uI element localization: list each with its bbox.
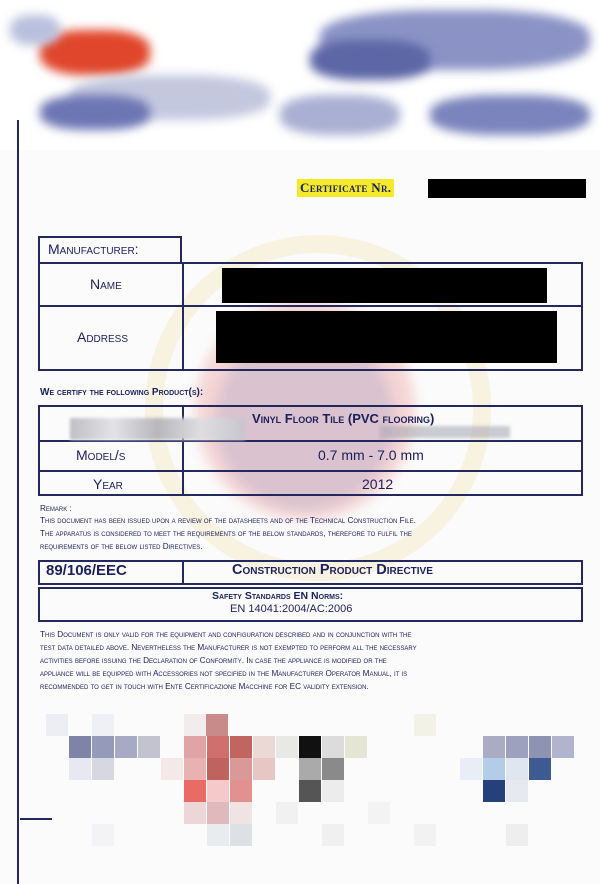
name-redaction bbox=[222, 268, 547, 303]
address-redaction bbox=[216, 311, 557, 363]
validity-line-5: recommended to get in touch with Ente Certificazione Macchine for EC validity extension. bbox=[40, 682, 369, 691]
model-value: 0.7 mm - 7.0 mm bbox=[318, 447, 424, 463]
footer-tick bbox=[20, 818, 52, 820]
validity-line-2: test data detailed above. Nevertheless the Manufacturer is not exempted to perform all the necessary bbox=[40, 643, 417, 652]
remark-line-2: The apparatus is considered to meet the requirements of the below standards, therefore to fulfil the bbox=[40, 529, 412, 538]
product-label-blur bbox=[70, 418, 245, 440]
certificate-nr-label: Certificate Nr. bbox=[297, 179, 394, 197]
name-label: Name bbox=[90, 276, 122, 292]
standards-heading: Safety Standards EN Norms: bbox=[212, 590, 344, 602]
validity-line-3: activities before issuing the Declaration of Conformity. In case the appliance is modified or the bbox=[40, 656, 387, 665]
address-label: Address bbox=[77, 329, 129, 345]
validity-line-1: This Document is only valid for the equipment and configuration described and in conjunction with the bbox=[40, 630, 412, 639]
certificate-nr-redaction bbox=[428, 179, 586, 198]
remark-line-3: requirements of the below listed Directives. bbox=[40, 542, 203, 551]
validity-line-4: appliance will be equipped with Accessories not specified in the Manufacturer Operator Manual, it is bbox=[40, 669, 408, 678]
certify-heading: We certify the following Product(s): bbox=[40, 387, 204, 398]
remark-label: Remark : bbox=[40, 504, 72, 513]
standards-value: EN 14041:2004/AC:2006 bbox=[230, 603, 353, 615]
year-value: 2012 bbox=[362, 476, 394, 492]
margin-line bbox=[17, 120, 19, 884]
directive-code: 89/106/EEC bbox=[46, 562, 127, 579]
model-label: Model/s bbox=[76, 447, 126, 463]
product-value: Vinyl Floor Tile (PVC flooring) bbox=[252, 411, 435, 426]
remark-line-1: This document has been issued upon a review of the datasheets and of the Technical Construction File. bbox=[40, 516, 416, 525]
manufacturer-heading: Manufacturer: bbox=[48, 241, 139, 257]
directive-title: Construction Product Directive bbox=[232, 562, 433, 578]
year-label: Year bbox=[93, 476, 123, 492]
